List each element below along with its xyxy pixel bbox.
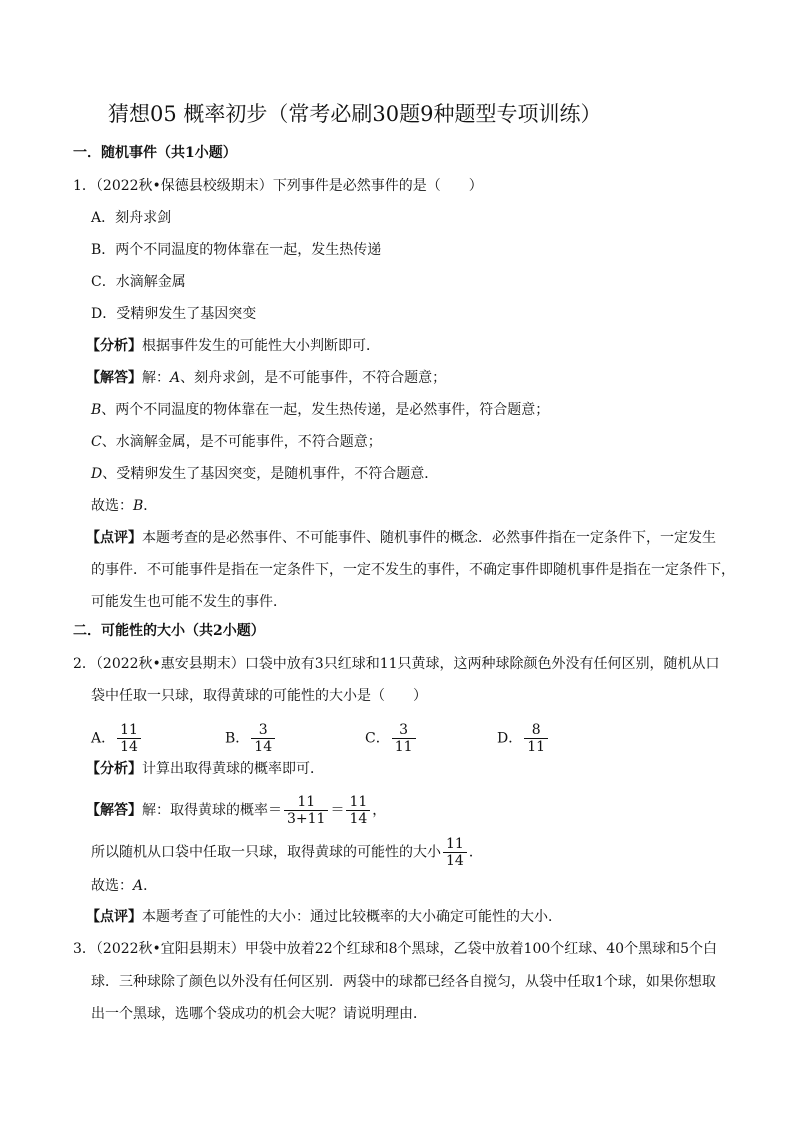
option-b (225, 722, 277, 755)
analysis-text: 计算出取得黄球的概率即可． (142, 761, 324, 777)
fraction (117, 722, 141, 755)
section-heading-1: 一．随机事件（共1小题） (73, 145, 237, 161)
numerator: 3 (251, 722, 275, 739)
question-source: （2022秋•保德县校级期末） (95, 178, 273, 194)
question-source: （2022秋•惠安县期末） (95, 656, 245, 672)
denominator: 14 (254, 739, 273, 755)
fraction (392, 722, 416, 755)
analysis-text: 根据事件发生的可能性大小判断即可． (142, 338, 380, 354)
question-2-stem-line-1 (73, 654, 720, 674)
conclusion (91, 836, 483, 869)
numerator: 11 (284, 794, 328, 811)
choice-post: ． (143, 878, 158, 894)
numerator: 3 (392, 722, 416, 739)
numerator: 11 (117, 722, 141, 739)
question-text: 下列事件是必然事件的是（ ） (272, 178, 483, 194)
analysis-tag: 【分析】 (86, 761, 142, 777)
option-a: A．刻舟求剑 (91, 210, 172, 226)
choice-letter: B (133, 498, 144, 514)
question-text: 甲袋中放着22个红球和8个黑球，乙袋中放着100个红球、40个黑球和5个白 (244, 941, 717, 957)
question-3-line-3: 出一个黑球，选哪个袋成功的机会大呢？请说明理由． (91, 1006, 427, 1022)
comment-tag: 【点评】 (86, 530, 142, 546)
choice (91, 876, 157, 896)
choice-pre: 故选： (91, 878, 133, 894)
comment-line-2: 的事件．不可能事件是指在一定条件下，一定不发生的事件，不确定事件即随机事件是指在一定条件下， (91, 562, 735, 578)
question-number: 1． (73, 178, 96, 194)
answer-letter: A (170, 370, 181, 386)
analysis (86, 336, 380, 356)
answer-line-c (91, 432, 382, 452)
section-heading-2: 二．可能性的大小（共2小题） (73, 623, 265, 639)
page-title: 猜想05 概率初步（常考必刷30题9种题型专项训练） (108, 102, 602, 126)
option-label: A． (91, 730, 116, 747)
conclusion-text: 所以随机从口袋中任取一只球，取得黄球的可能性的大小 (91, 844, 441, 861)
comment-text: 本题考查了可能性的大小：通过比较概率的大小确定可能性的大小． (142, 909, 562, 925)
option-c: C．水滴解金属 (91, 274, 186, 290)
question-3-line-2: 球．三种球除了颜色以外没有任何区别．两袋中的球都已经各自搅匀，从袋中任取1个球，如果你想取 (91, 974, 716, 990)
denominator: 14 (120, 739, 138, 755)
answer-text: 、两个不同温度的物体靠在一起，发生热传递，是必然事件，符合题意； (101, 402, 550, 418)
answer-pre: 解： (142, 370, 170, 386)
answer-end: ， (372, 802, 387, 819)
answer-text: 、水滴解金属，是不可能事件，不符合题意； (101, 434, 382, 450)
numerator: 11 (346, 794, 370, 811)
option-d: D．受精卵发生了基因突变 (91, 306, 257, 322)
question-2-stem-line-2: 袋中任取一只球，取得黄球的可能性的大小是（ ） (91, 688, 427, 704)
answer-tag: 【解答】 (86, 802, 142, 819)
question-number: 2． (73, 656, 96, 672)
denominator: 11 (394, 739, 413, 755)
answer-line-b (91, 400, 549, 420)
comment-line-1 (86, 528, 716, 548)
conclusion-end: ． (468, 844, 483, 861)
question-text: 口袋中放有3只红球和11只黄球，这两种球除颜色外没有任何区别，随机从口 (244, 656, 720, 672)
option-a (91, 722, 143, 755)
choice (91, 496, 157, 516)
answer-text: 、刻舟求剑，是不可能事件，不符合题意； (180, 370, 447, 386)
answer-letter: D (91, 466, 103, 482)
answer-tag: 【解答】 (86, 370, 142, 386)
answer-letter: C (91, 434, 102, 450)
question-source: （2022秋•宜阳县期末） (95, 941, 245, 957)
choice-letter: A (133, 878, 144, 894)
fraction (251, 722, 275, 755)
comment-tag: 【点评】 (86, 909, 142, 925)
numerator: 11 (443, 836, 467, 853)
fraction (346, 794, 370, 827)
comment-line-3: 可能发生也可能不发生的事件． (91, 594, 287, 610)
numerator: 8 (524, 722, 548, 739)
fraction (443, 836, 467, 869)
answer-pre: 解：取得黄球的概率＝ (142, 802, 282, 819)
option-d (497, 722, 550, 755)
denominator: 14 (349, 811, 368, 827)
fraction (524, 722, 548, 755)
question-number: 3． (73, 941, 96, 957)
choice-pre: 故选： (91, 498, 133, 514)
comment-text: 本题考查的是必然事件、不可能事件、随机事件的概念．必然事件指在一定条件下，一定发生 (142, 530, 716, 546)
option-label: B． (225, 730, 250, 747)
denominator: 14 (446, 853, 464, 869)
answer-equation (86, 794, 386, 827)
question-3-line-1 (73, 939, 717, 959)
option-c (365, 722, 418, 755)
answer-letter: B (91, 402, 102, 418)
comment (86, 907, 562, 927)
analysis (86, 759, 324, 779)
option-label: D． (497, 730, 523, 747)
equals-sign: ＝ (330, 802, 345, 819)
question-1-stem (73, 176, 483, 196)
choice-post: ． (143, 498, 158, 514)
option-label: C． (365, 730, 390, 747)
answer-line-d (91, 464, 438, 484)
answer-text: 、受精卵发生了基因突变，是随机事件，不符合题意． (102, 466, 439, 482)
answer-line-a (86, 368, 446, 388)
denominator: 11 (527, 739, 546, 755)
denominator: 3+11 (287, 811, 326, 827)
option-b: B．两个不同温度的物体靠在一起，发生热传递 (91, 242, 382, 258)
fraction (284, 794, 328, 827)
analysis-tag: 【分析】 (86, 338, 142, 354)
